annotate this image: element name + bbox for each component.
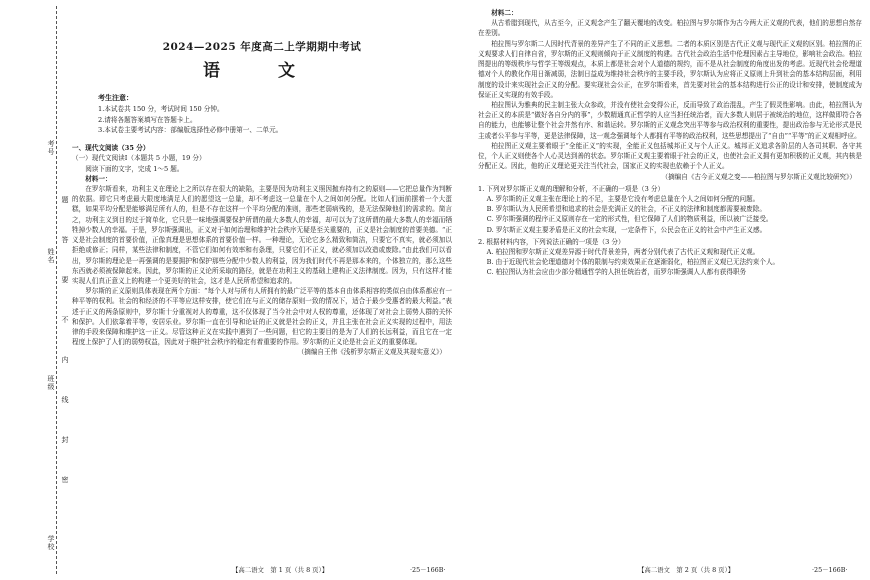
seal-char: 答 — [61, 236, 69, 243]
seal-char: 要 — [61, 276, 69, 283]
seal-char: 不 — [61, 316, 69, 323]
option-c: C. 柏拉图认为社会应由少部分精通哲学的人担任统治者，而罗尔斯强调人人都有获得职务 — [486, 268, 747, 277]
exam-notes — [98, 93, 452, 136]
seal-char: 题 — [61, 196, 69, 203]
question-stem: 1. 下列对罗尔斯正义观的理解和分析，不正确的一项是（3 分） — [478, 184, 665, 193]
page-1 — [72, 8, 452, 358]
option-a: A. 罗尔斯的正义观主张在理论上的不足，主要是它没有考虑总量在个人之间如何分配的问题。 — [486, 194, 760, 203]
note-item: 3.本试卷主要考试内容：部编版选择性必修中册第一、二单元。 — [98, 125, 283, 134]
section-heading: 一、现代文阅读（35 分） — [72, 144, 150, 153]
note-item: 2.请将各题答案填写在答题卡上。 — [98, 115, 197, 124]
body-paragraph: 罗尔斯的正义原则具体表现在两个方面：“每个人对与所有人所拥有的最广泛平等的基本自由体系相容的类似自由体系都应有一种平等的权利。社会的和经济的不平等应这样安排，使它们在与正义的储存原则一致的情况下，适合于最少受惠者的最大利益。”表述于正义的两条原则中，罗尔斯十分重视对人的尊重，这不仅体现了当今社会中对人权的尊重，还体现了对社会上弱势人群的关怀和保护。人们依靠着平等，安居乐业。罗尔斯一直在引导和论证的正义就是社会的正义，并且主张在社会正义实现的过程中，用法律的手段来保障和维护这一正义。尽管这种正义在实践中遇到了一些问题，但它的主要目的是为了人们的长远利益，而且它在一定程度上保护了人们的弱势权益，因此对于维护社会秩序的稳定有着重要的作用。罗尔斯的正义论是社会正义的重要体现。 — [72, 287, 452, 347]
option-c: C. 罗尔斯强调的程序正义原则存在一定的形式性，但它保障了人们的物质利益，所以被广泛接受。 — [486, 215, 773, 224]
body-paragraph: 柏拉图与罗尔斯二人因时代背景的差异产生了不同的正义思想。二者的本质区别是古代正义观与现代正义观的区别。柏拉图的正义观要求人们自律自省，罗尔斯的正义观则倾向于正义制度的构建。古代社会政治生活中伦理因素占主导地位，影响社会政治。柏拉图提出的等级秩序与哲学王等级观点，本质上都是社会对个人道德的规约，而不是从社会制度的角度出发的考虑。近现代社会伦理道德对个人的教化作用日渐减弱，法制日益成为维持社会秩序的主要手段，罗尔斯认为应将正义原则上升到社会的基本结构层面，利用制度的设计来实现社会正义的分配。要实现社会公正，在罗尔斯看来，首先要对社会的基本结构进行公正的设计和安排，使制度成为保证正义实现的有效手段。 — [478, 39, 862, 99]
binding-line — [56, 6, 57, 574]
instruction: 阅读下面的文字，完成 1～5 题。 — [85, 164, 184, 173]
kaohao-label: 考号 — [47, 140, 55, 156]
page-2 — [478, 8, 862, 278]
xuexiao-label: 学校 — [47, 535, 55, 551]
exam-title: 2024—2025 年度高二上学期期中考试 — [162, 41, 362, 53]
material-label: 材料二： — [491, 9, 518, 17]
question-stem: 2. 根据材料内容，下列说法正确的一项是（3 分） — [478, 237, 625, 246]
subsection-heading: （一）现代文阅读Ⅰ（本题共 5 小题，19 分） — [72, 154, 206, 163]
subject-title: 语 文 — [203, 61, 321, 82]
note-item: 1.本试卷共 150 分，考试时间 150 分钟。 — [98, 105, 224, 114]
notes-heading: 考生注意： — [98, 92, 133, 102]
xingming-label: 姓名 — [47, 248, 55, 264]
banji-label: 班级 — [47, 375, 55, 391]
page-footer: 【高二语文 第 1 页（共 8 页）】 — [232, 566, 329, 574]
paper-code: ·25－166B· — [812, 566, 848, 574]
option-d: D. 罗尔斯正义观主要矛盾是正义的社会实现，一定条件下，公民会在正义的社会中产生正义感。 — [486, 225, 767, 234]
body-paragraph: 柏拉图正义观主要着眼于“全能正义”的实现，全能正义包括城邦正义与个人正义。城邦正义追求各阶层的人各司其职、各守其位，个人正义则使各个人心灵达到善的状态。罗尔斯正义观主要着眼于社会的正义，也使社会正义拥有更加积极的正义观，其内核是分配正义。因此，他的正义理论更关注当代社会，国家正义的实现也依赖于个人正义。 — [478, 141, 862, 171]
seal-char: 密 — [61, 476, 69, 483]
body-paragraph: 在罗尔斯看来，功利主义在理论上之所以存在很大的缺陷，主要是因为功利主义照因抛弃持有之的原则——它把总量作为判断的依据。即它只考虑最大限度地满足人们的愿望这一总量，却不考虑这一总量在个人之间如何分配。比如人们面前摆着一个大蛋糕，如果平均分配是能够满足所有人的，但是不存在这样一个平均分配的准则，那些老弱病残的，是无法保障他们的需求的。简言之，功利主义到目的过于简单化，它只是一味地强调要保护所谓的最大多数人的幸福，却可以为了这所谓的最大多数人的幸福而牺牲掉少数人的幸福。于是，罗尔斯强调出，正义对于如何治理和维护社会秩序无疑是至关重要的，正义是社会制度的首要美德。“正义是社会制度的首要价值，正像真理是思想体系的首要价值一样。一种理论，无论它多么精致和简洁，只要它不真实，就必须加以拒绝或修正；同样，某些法律和制度，不管它们如何有效率和有条理，只要它们不正义，就必须加以改造或废除。”由此我们可以看出，罗尔斯的理论是一再强调的是要拥护和保护那些分配中少数人的利益，因为我们时代不再是那本来的，个体独立的，那么这些东西就必须被保障起来。因此，罗尔斯的正义论所采取的路径，就是在功利主义的基础上建构正义法律制度。因为，只有这样才能实现人们真正意义上的构建一个更美好的社会，这才是人民所希望和追求的。 — [72, 184, 452, 285]
seal-char: 封 — [61, 436, 69, 443]
body-paragraph: 从古希腊到现代，从古至今，正义观念产生了翻天覆地的改变。柏拉图与罗尔斯作为古今两大正义观的代表，他们的思想自然存在差别。 — [478, 19, 862, 38]
paper-code: ·25－166B· — [410, 566, 446, 574]
option-b: B. 罗尔斯认为人民所希望和追求的社会是充满正义的社会，不正义的法律和制度都需要被废除。 — [486, 205, 766, 214]
material-label: 材料一： — [85, 174, 112, 183]
seal-char: 内 — [61, 356, 69, 363]
binding-margin — [0, 0, 68, 580]
seal-char: 线 — [61, 396, 69, 403]
option-b: B. 由于近现代社会伦理道德对个体的限制与约束效果正在逐渐弱化，柏拉图正义观已无法约束个人。 — [486, 258, 780, 267]
option-a: A. 柏拉图和罗尔斯正义观差异源于时代背景差异，两者分别代表了古代正义观和现代正义观。 — [486, 248, 760, 257]
body-paragraph: 柏拉图认为雅典的民主制主张大众参政，并没有使社会变得公正，反而导致了政治混乱，产生了假灵性影响。由此，柏拉图认为社会正义的本质是“做好各自分内的事”，少数精通真正哲学的人应当担任统治者，而大多数人则居于被统治的地位，这样做即符合各自的能力，也能够让整个社会井然有序、和谐运转。罗尔斯的正义观念突出平等参与政治权利的重要性，提出政治参与无论形式是民主或者公平参与平等，更是法律保障，这一观念强调每个人都拥有平等的政治权利，这些思想提出了“自由”“平等”的正义观相呼应。 — [478, 100, 862, 140]
source-citation: （摘编自王伟《浅析罗尔斯正义观及其现实意义》） — [297, 348, 446, 357]
source-citation: （摘编自《古今正义观之变——柏拉图与罗尔斯正义观比较研究》） — [661, 172, 856, 181]
page-footer: 【高二语文 第 2 页（共 8 页）】 — [638, 566, 735, 574]
